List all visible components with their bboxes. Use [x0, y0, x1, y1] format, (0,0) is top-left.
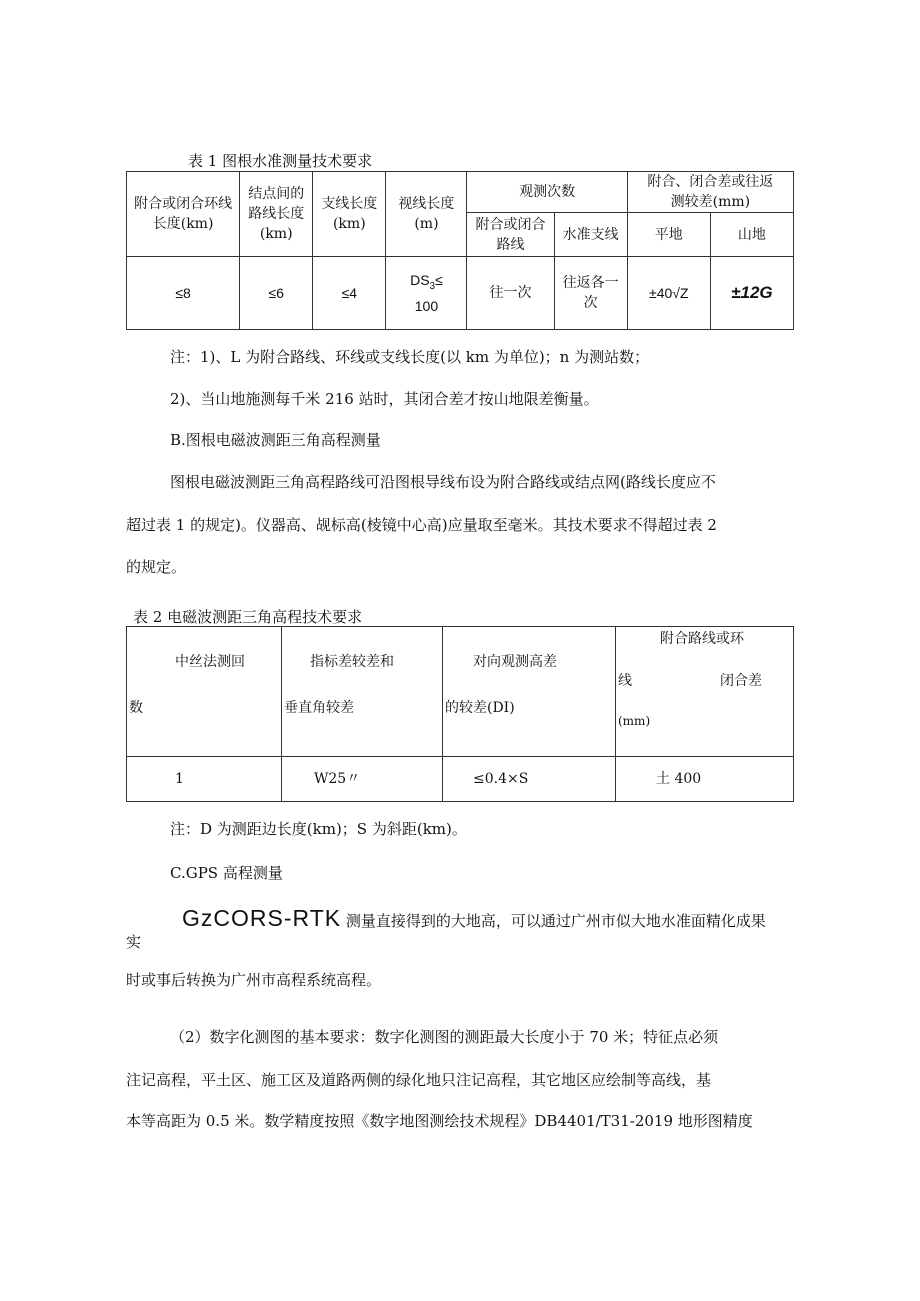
note2: 注：D 为测距边长度(km)；S 为斜距(km)。 — [170, 820, 467, 838]
para-c-line1: GzCORS-RTK 测量直接得到的大地高，可以通过广州市似大地水准面精化成果 — [182, 905, 766, 931]
heading-b: B.图根电磁波测距三角高程测量 — [170, 431, 381, 449]
para-b-line2: 超过表 1 的规定)。仪器高、觇标高(棱镜中心高)应量取至毫米。其技术要求不得超过表 2 — [126, 516, 717, 534]
table1-value-mount: ±12G — [710, 257, 793, 330]
table2-value-col3: ≤0.4×S — [443, 757, 616, 802]
table1-header-obs-a: 附合或闭合路线 — [467, 213, 554, 257]
table1-header-node: 结点间的路线长度(km) — [240, 172, 313, 257]
para-b-line1: 图根电磁波测距三角高程路线可沿图根导线布设为附合路线或结点网(路线长度应不 — [170, 473, 716, 491]
para-b-line3: 的规定。 — [126, 558, 187, 576]
table2-value-col2: W25〃 — [282, 757, 443, 802]
table1-header-sight: 视线长度(m) — [386, 172, 467, 257]
para-c-line3: 时或事后转换为广州市高程系统高程。 — [126, 971, 382, 989]
table2-header-col3: 对向观测高差 的较差(DI) — [443, 627, 616, 757]
table1-value-obs-a: 往一次 — [467, 257, 554, 330]
table2-header-col1: 中丝法测回 数 — [127, 627, 282, 757]
table1-value-node: ≤6 — [240, 257, 313, 330]
table1-header-obs-b: 水准支线 — [554, 213, 627, 257]
table2-header-col4: 附合路线或环 线 闭合差 (mm) — [616, 627, 794, 757]
table1-value-branch: ≤4 — [313, 257, 386, 330]
table1-value-ring: ≤8 — [127, 257, 240, 330]
heading-c: C.GPS 高程测量 — [170, 864, 283, 882]
table1-header-branch: 支线长度(km) — [313, 172, 386, 257]
para-c-line2: 实 — [126, 933, 142, 951]
table2-value-col4: 土 400 — [616, 757, 794, 802]
table1 — [126, 171, 794, 330]
table1-header-diff: 附合、闭合差或往返测较差(mm) — [627, 172, 793, 213]
table2-header-col2: 指标差较差和 垂直角较差 — [282, 627, 443, 757]
table1-header-flat: 平地 — [627, 213, 710, 257]
table2-caption: 表 2 电磁波测距三角高程技术要求 — [133, 608, 363, 626]
table1-value-flat: ±40√Z — [627, 257, 710, 330]
table1-value-obs-b: 往返各一次 — [554, 257, 627, 330]
table1-header-ring: 附合或闭合环线长度(km) — [127, 172, 240, 257]
table1-caption: 表 1 图根水准测量技术要求 — [188, 152, 373, 170]
para-2-line3: 本等高距为 0.5 米。数学精度按照《数字地图测绘技术规程》DB4401/T31-2019 地形图精度 — [126, 1112, 753, 1130]
table2-value-col1: 1 — [127, 757, 282, 802]
note1-line2: 2)、当山地施测每千米 216 站时，其闭合差才按山地限差衡量。 — [170, 390, 599, 408]
note1-line1: 注：1)、L 为附合路线、环线或支线长度(以 km 为单位)；n 为测站数； — [170, 348, 650, 366]
table2 — [126, 626, 794, 802]
table1-header-mount: 山地 — [710, 213, 793, 257]
table1-value-sight: $DS_3\le$ 100 — [386, 257, 467, 330]
para-2-line2: 注记高程，平土区、施工区及道路两侧的绿化地只注记高程，其它地区应绘制等高线，基 — [126, 1071, 712, 1089]
para-2-line1: （2）数字化测图的基本要求：数字化测图的测距最大长度小于 70 米；特征点必须 — [170, 1028, 719, 1046]
table1-header-obs: 观测次数 — [467, 172, 627, 213]
